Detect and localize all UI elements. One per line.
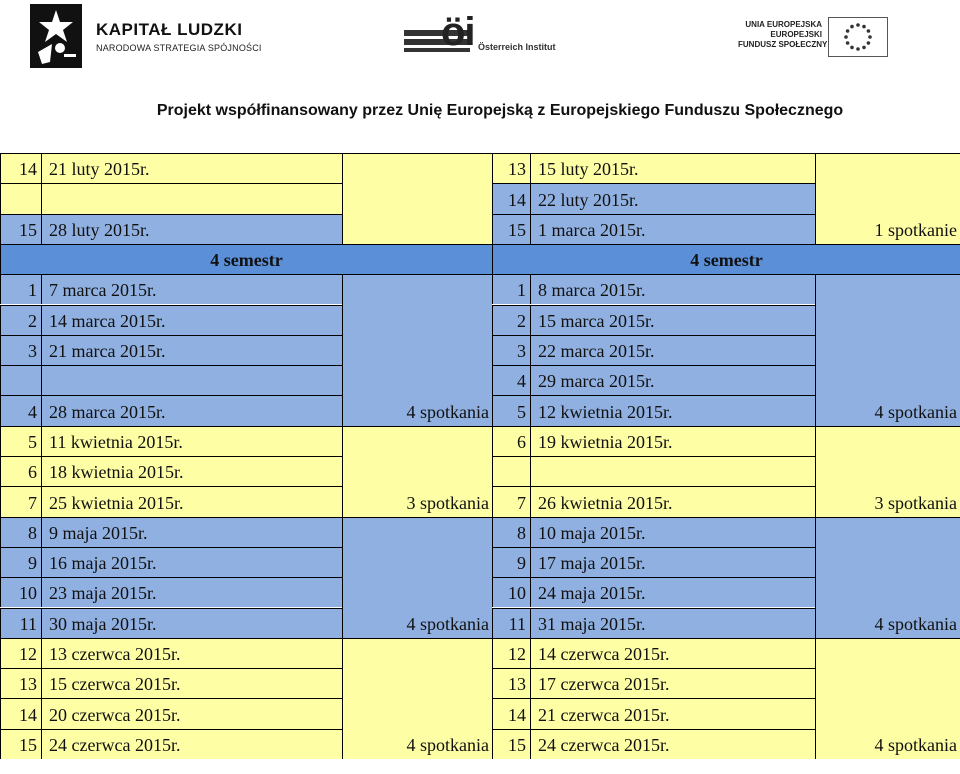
eu-line-2: EUROPEJSKI: [770, 30, 822, 39]
right-session-date: 15 luty 2015r.: [530, 153, 815, 183]
left-session-date: [41, 183, 342, 213]
right-session-number: 5: [492, 395, 530, 425]
page-header: [0, 0, 960, 150]
left-session-date: 28 marca 2015r.: [41, 395, 342, 425]
project-funding-line: Projekt współfinansowany przez Unię Europejską z Europejskiego Funduszu Społecznego: [156, 102, 844, 119]
right-session-number: 14: [492, 698, 530, 728]
right-meetings-count: 4 spotkania: [815, 274, 960, 426]
eu-text-block: [738, 20, 828, 50]
right-session-date: 29 marca 2015r.: [530, 365, 815, 395]
left-session-date: 25 kwietnia 2015r.: [41, 486, 342, 516]
left-meetings-count: 4 spotkania: [342, 638, 492, 759]
left-meetings-count: 3 spotkania: [342, 426, 492, 517]
semester-header-right: 4 semestr: [492, 244, 960, 274]
right-session-number: 7: [492, 486, 530, 516]
left-session-date: [41, 365, 342, 395]
right-session-date: 22 marca 2015r.: [530, 335, 815, 365]
right-session-number: 15: [492, 214, 530, 244]
right-session-date: 22 luty 2015r.: [530, 183, 815, 213]
right-session-number: 9: [492, 547, 530, 577]
left-session-date: 24 czerwca 2015r.: [41, 729, 342, 759]
left-session-date: 21 luty 2015r.: [41, 153, 342, 183]
right-session-number: 2: [492, 305, 530, 335]
left-session-number: 4: [0, 395, 41, 425]
right-session-number: 11: [492, 608, 530, 638]
right-session-number: 4: [492, 365, 530, 395]
left-session-date: 13 czerwca 2015r.: [41, 638, 342, 668]
right-meetings-count: 1 spotkanie: [815, 153, 960, 244]
right-session-date: 14 czerwca 2015r.: [530, 638, 815, 668]
left-session-number: 15: [0, 214, 41, 244]
kapital-ludzki-subtitle: NARODOWA STRATEGIA SPÓJNOŚCI: [96, 43, 262, 53]
eu-line-1: UNIA EUROPEJSKA: [745, 20, 822, 29]
schedule-table: [0, 153, 960, 774]
left-session-number: [0, 183, 41, 213]
left-session-number: 11: [0, 608, 41, 638]
oi-logo-word: öi: [441, 10, 475, 54]
left-session-number: 8: [0, 517, 41, 547]
right-meetings-count: 4 spotkania: [815, 517, 960, 638]
left-session-date: 11 kwietnia 2015r.: [41, 426, 342, 456]
right-session-date: 17 maja 2015r.: [530, 547, 815, 577]
left-session-date: 23 maja 2015r.: [41, 577, 342, 607]
left-session-number: 3: [0, 335, 41, 365]
right-meetings-count: 3 spotkania: [815, 426, 960, 517]
left-session-number: 9: [0, 547, 41, 577]
left-session-number: 15: [0, 729, 41, 759]
right-meetings-count: 4 spotkania: [815, 638, 960, 759]
right-session-number: 13: [492, 668, 530, 698]
left-session-number: [0, 365, 41, 395]
left-session-number: 12: [0, 638, 41, 668]
left-session-date: 21 marca 2015r.: [41, 335, 342, 365]
left-session-number: 7: [0, 486, 41, 516]
right-session-number: 15: [492, 729, 530, 759]
right-session-number: 10: [492, 577, 530, 607]
eu-line-3: FUNDUSZ SPOŁECZNY: [738, 40, 828, 49]
right-session-number: 12: [492, 638, 530, 668]
left-meetings-count: 4 spotkania: [342, 274, 492, 426]
left-session-date: 18 kwietnia 2015r.: [41, 456, 342, 486]
left-session-date: 15 czerwca 2015r.: [41, 668, 342, 698]
right-session-date: 19 kwietnia 2015r.: [530, 426, 815, 456]
left-session-number: 1: [0, 274, 41, 304]
left-session-number: 14: [0, 153, 41, 183]
left-session-date: 7 marca 2015r.: [41, 274, 342, 304]
left-session-date: 28 luty 2015r.: [41, 214, 342, 244]
right-session-number: 14: [492, 183, 530, 213]
left-session-date: 14 marca 2015r.: [41, 305, 342, 335]
right-session-date: 26 kwietnia 2015r.: [530, 486, 815, 516]
right-session-date: 31 maja 2015r.: [530, 608, 815, 638]
right-session-date: 24 maja 2015r.: [530, 577, 815, 607]
kapital-ludzki-logo-icon: [30, 4, 82, 68]
right-session-date: 1 marca 2015r.: [530, 214, 815, 244]
left-meetings-count: [342, 153, 492, 244]
right-session-number: 1: [492, 274, 530, 304]
right-session-number: 13: [492, 153, 530, 183]
left-session-number: 14: [0, 698, 41, 728]
right-session-date: 15 marca 2015r.: [530, 305, 815, 335]
left-session-number: 13: [0, 668, 41, 698]
left-session-number: 5: [0, 426, 41, 456]
semester-header-left: 4 semestr: [0, 244, 492, 274]
right-session-date: 17 czerwca 2015r.: [530, 668, 815, 698]
right-session-number: 6: [492, 426, 530, 456]
oi-institute-name: Österreich Institut: [478, 42, 556, 52]
right-session-date: [530, 456, 815, 486]
right-session-date: 8 marca 2015r.: [530, 274, 815, 304]
left-session-date: 20 czerwca 2015r.: [41, 698, 342, 728]
right-session-date: 12 kwietnia 2015r.: [530, 395, 815, 425]
right-session-date: 24 czerwca 2015r.: [530, 729, 815, 759]
right-session-number: 8: [492, 517, 530, 547]
left-session-number: 6: [0, 456, 41, 486]
left-session-date: 9 maja 2015r.: [41, 517, 342, 547]
left-session-date: 16 maja 2015r.: [41, 547, 342, 577]
right-session-date: 21 czerwca 2015r.: [530, 698, 815, 728]
eu-flag-icon: [828, 17, 888, 57]
left-session-date: 30 maja 2015r.: [41, 608, 342, 638]
left-session-number: 10: [0, 577, 41, 607]
right-session-date: 10 maja 2015r.: [530, 517, 815, 547]
right-session-number: [492, 456, 530, 486]
right-session-number: 3: [492, 335, 530, 365]
left-session-number: 2: [0, 305, 41, 335]
left-meetings-count: 4 spotkania: [342, 517, 492, 638]
kapital-ludzki-title: KAPITAŁ LUDZKI: [96, 20, 243, 39]
